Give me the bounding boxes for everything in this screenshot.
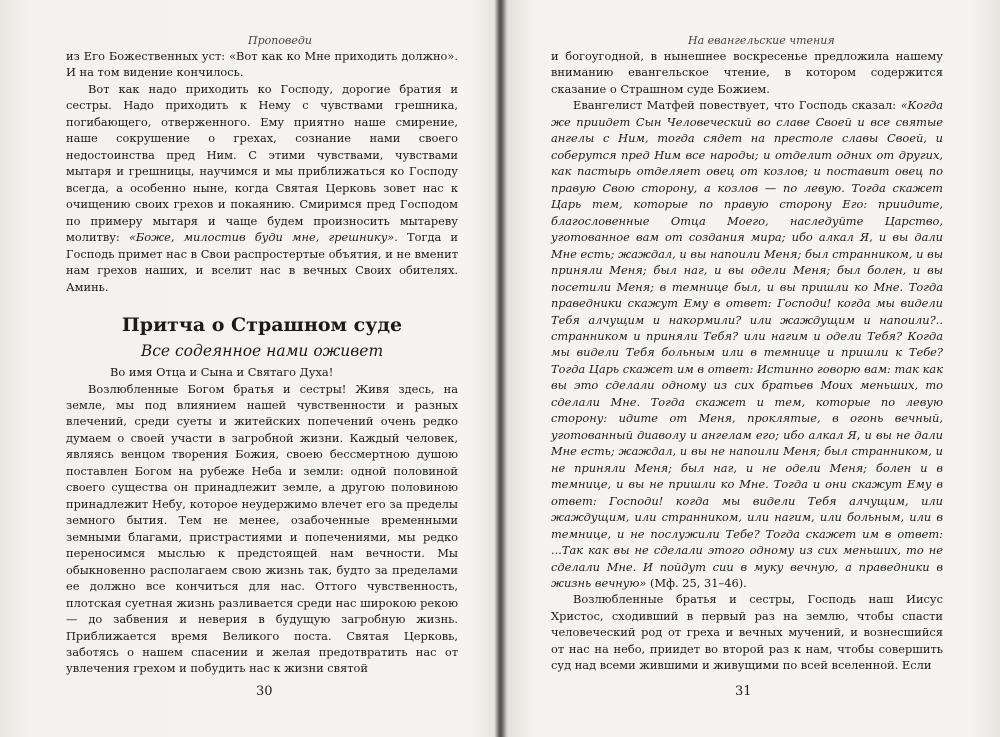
paragraph: Возлюбленные Богом братья и сестры! Живя здесь, на земле, мы под влиянием нашей чувственности и разных влечений, среди суеты и житейских попечений очень редко думаем о своей участи в загробной жизни. Каждый человек, являясь венцом творения Божия, своею бессмертною душою поставлен Богом на рубеже Неба и земли: одной половиной своего существа он принадлежит земле, а другою половиною принадлежит Небу, которое неудержимо влечет его за пределы земного бытия. Тем не менее, озабоченные временными земными благами, пристрастиями и попечениями, мы редко переносимся мыслью к предстоящей нам вечности. Мы обыкновенно располагаем свою жизнь так, будто за пределами ее должно все кончиться для нас. Оттого чувственность, плотская суетная жизнь разливается среди нас широкою рекою — до забвения и неверия в будущую загробную жизнь. Приближается время Великого поста. Святая Церковь, заботясь о нашем спасении и желая предотвратить нас от увлечения грехом и побудить нас к жизни святой xyxy=(66,381,458,676)
section-heading: Притча о Страшном суде xyxy=(121,314,403,337)
left-page-text xyxy=(66,48,458,677)
running-head-right: На евангельские чтения xyxy=(688,34,835,47)
paragraph xyxy=(66,81,458,295)
gospel-quote: «Когда же приидет Сын Человеческий во славе Своей и все святые ангелы с Ним, тогда сядет на престоле славы Своей, и соберутся пред Ним все народы; и отделит одних от других, как пастырь отделяет овец от козлов; и поставит овец по правую Свою сторону, а козлов — по левую. Тогда скажет Царь тем, которые по правую сторону Его: приидите, благословенные Отца Моего, наследуйте Царство, уготованное вам от создания мира; ибо алкал Я, и вы дали Мне есть; жаждал, и вы напоили Меня; был странником, и вы приняли Меня; был наг, и вы одели Меня; был болен, и вы посетили Меня; в темнице был, и вы пришли ко Мне. Тогда праведники скажут Ему в ответ: Господи! когда мы видели Тебя алчущим и накормили? или жаждущим и напоили?.. странником и приняли Тебя? или нагим и одели Тебя? Когда мы видели Тебя больным или в темнице и пришли к Тебе? Тогда Царь скажет им в ответ: Истинно говорю вам: так как вы это сделали одному из сих братьев Моих меньших, то сделали Мне. Тогда скажет и тем, которые по левую сторону: идите от Меня, проклятые, в огонь вечный, уготованный диаволу и ангелам его; ибо алкал Я, и вы не дали Мне есть; жаждал, и вы не напоили Меня; был странником, и не приняли Меня; был наг, и не одели Меня; болен и в темнице, и вы не пришли ко Мне. Тогда и они скажут Ему в ответ: Господи! когда мы видели Тебя алчущим, или жаждущим, или странником, или нагим, или больным, или в темнице, и не послужили Тебе? Тогда скажет им в ответ: ...Так как вы не сделали этого одному из сих меньших, то не сделали Мне. И пойдут сии в муку вечную, а праведники в жизнь вечную» xyxy=(551,98,943,590)
paragraph: Возлюбленные братья и сестры, Господь наш Иисус Христос, сходивший в первый раз на землю, чтобы спасти человеческий род от греха и вечных мучений, и вознесшийся от нас на небо, приидет во второй раз к нам, чтобы совершить суд над всеми жившими и живущими по всей вселенной. Если xyxy=(551,592,943,673)
page-number-right: 31 xyxy=(735,684,752,699)
citation: (Мф. 25, 31–46). xyxy=(646,576,747,590)
invocation: Во имя Отца и Сына и Святаго Духа! xyxy=(110,365,334,380)
section-subheading: Все содеянное нами оживет xyxy=(140,342,384,361)
paragraph xyxy=(551,97,943,591)
paragraph: из Его Божественных уст: «Вот как ко Мне приходить должно». И на том видение кончилось. xyxy=(66,49,458,80)
paragraph: и богоугодной, в нынешнее воскресенье предложила нашему вниманию евангельское чтение, в котором содержится сказание о Страшном суде Божием. xyxy=(551,49,943,96)
prayer-quote: «Боже, милостив буди мне, грешнику» xyxy=(128,230,395,245)
text-run: Вот как надо приходить ко Господу, дорогие братия и сестры. Надо приходить к Нему с чувствами грешника, погибающего, отверженного. Ему приятно наше смирение, наше сокрушение о грехах, сознание нами своего недостоинства пред Ним. С этими чувствами, чувствами мытаря и грешницы, научимся и мы приближаться ко Господу всегда, а особенно ныне, когда Святая Церковь зовет нас к очищению своих грехов и покаянию. Смиримся пред Господом по примеру мытаря и чаще будем произносить мытареву молитву: xyxy=(66,81,458,245)
running-head-left: Проповеди xyxy=(248,34,312,47)
right-page xyxy=(503,0,1000,737)
page-number-left: 30 xyxy=(256,684,273,699)
text-run: Евангелист Матфей повествует, что Господь сказал: xyxy=(573,98,901,113)
right-page-text xyxy=(551,48,943,674)
text-run: . Тогда и Господь примет нас в Свои распростертые объятия, и не вменит нам грехов наших, и вселит нас в вечных Своих обителях. Аминь. xyxy=(66,230,459,294)
